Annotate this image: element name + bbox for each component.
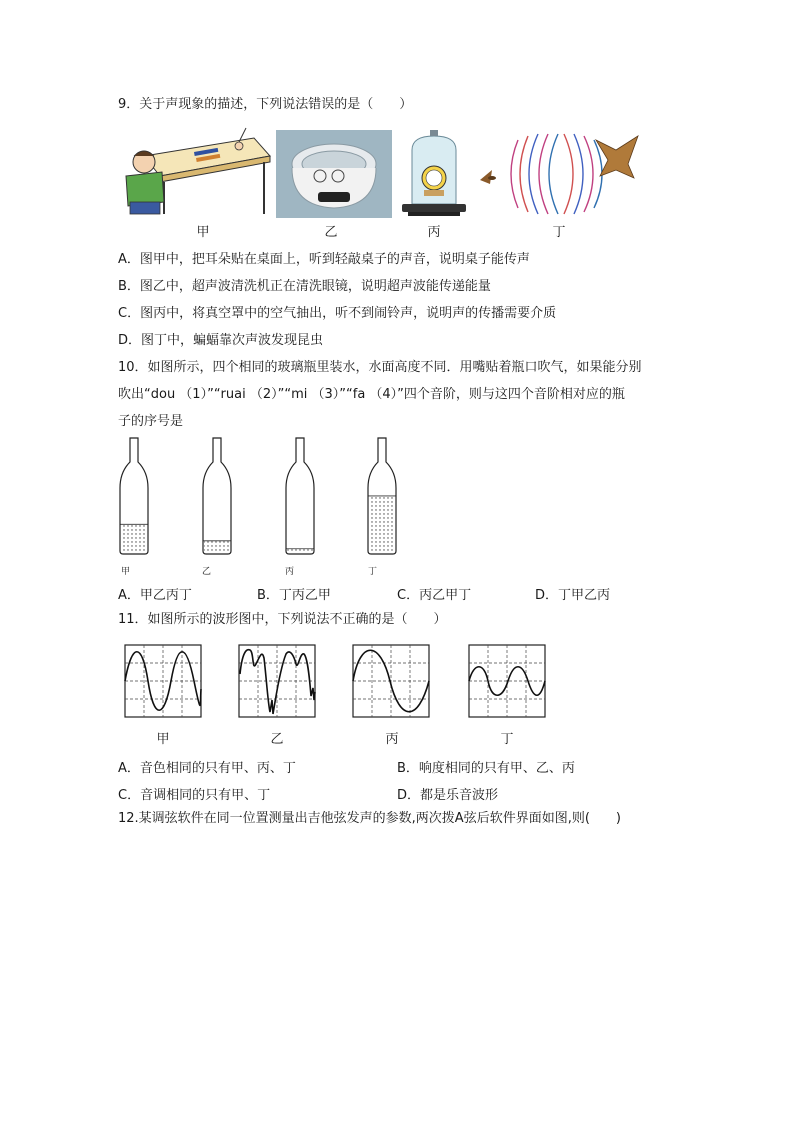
q11-option-d: D．都是乐音波形 (397, 788, 499, 803)
q10-option-b: B．丁丙乙甲 (257, 588, 331, 603)
q9-stem: 9．关于声现象的描述，下列说法错误的是（ ） (118, 97, 413, 112)
bottle-water-0 (121, 524, 147, 553)
q10-option-c: C．丙乙甲丁 (397, 588, 472, 603)
bottle-water-3 (369, 496, 395, 553)
q11-stem: 11．如图所示的波形图中，下列说法不正确的是（ ） (118, 612, 447, 627)
q9-figure-bing (398, 128, 470, 218)
q10-stem-line-1: 10．如图所示，四个相同的玻璃瓶里装水，水面高度不同．用嘴贴着瓶口吹气，如果能分别 (118, 360, 642, 375)
q9-option-a: A．图甲中，把耳朵贴在桌面上，听到轻敲桌子的声音，说明桌子能传声 (118, 252, 530, 267)
bottle-1 (203, 438, 231, 554)
q11-caption-bing: 丙 (385, 732, 399, 747)
q11-wave-jia (124, 644, 202, 718)
q10-option-a: A．甲乙丙丁 (118, 588, 192, 603)
q10-stem-line-2: 吹出“dou （1）”“ruai （2）”“mi （3）”“fa （4）”四个音阶，则与这四个音阶相对应的瓶 (118, 387, 625, 402)
bottle-2 (286, 438, 314, 554)
q10-bottle-label-jia: 甲 (121, 567, 131, 577)
bottle-0 (120, 438, 148, 554)
q11-caption-jia: 甲 (156, 732, 170, 747)
q11-option-b: B．响度相同的只有甲、乙、丙 (397, 761, 575, 776)
q11-option-c: C．音调相同的只有甲、丁 (118, 788, 271, 803)
q9-option-d: D．图丁中，蝙蝠靠次声波发现昆虫 (118, 333, 324, 348)
q12-stem: 12.某调弦软件在同一位置测量出吉他弦发声的参数,两次拨A弦后软件界面如图,则( ) (118, 811, 621, 826)
q9-figure-yi (276, 130, 392, 218)
q9-caption-yi: 乙 (324, 225, 338, 240)
q9-option-b: B．图乙中，超声波清洗机正在清洗眼镜，说明超声波能传递能量 (118, 279, 491, 294)
q9-caption-ding: 丁 (552, 225, 566, 240)
q10-option-d: D．丁甲乙丙 (535, 588, 611, 603)
q11-caption-ding: 丁 (500, 732, 514, 747)
q9-option-c: C．图丙中，将真空罩中的空气抽出，听不到闹铃声，说明声的传播需要介质 (118, 306, 557, 321)
q10-bottle-label-yi: 乙 (202, 567, 212, 577)
q11-option-a: A．音色相同的只有甲、丙、丁 (118, 761, 296, 776)
q9-caption-bing: 丙 (427, 225, 441, 240)
bottle-water-1 (204, 541, 230, 553)
q10-bottle-label-bing: 丙 (285, 567, 295, 577)
q10-bottle-label-ding: 丁 (368, 567, 378, 577)
q9-figure-ding (478, 130, 640, 218)
q9-figure-jia (124, 126, 272, 216)
q11-wave-ding (468, 644, 546, 718)
bottle-outline-1 (203, 438, 231, 554)
bottle-water-2 (287, 549, 313, 553)
q10-bottles-figure (118, 436, 408, 560)
q11-caption-yi: 乙 (270, 732, 284, 747)
q9-caption-jia: 甲 (196, 225, 210, 240)
q11-wave-yi (238, 644, 316, 718)
bottle-3 (368, 438, 396, 554)
q10-stem-line-3: 子的序号是 (118, 414, 184, 429)
q11-wave-bing (352, 644, 430, 718)
bottle-outline-2 (286, 438, 314, 554)
